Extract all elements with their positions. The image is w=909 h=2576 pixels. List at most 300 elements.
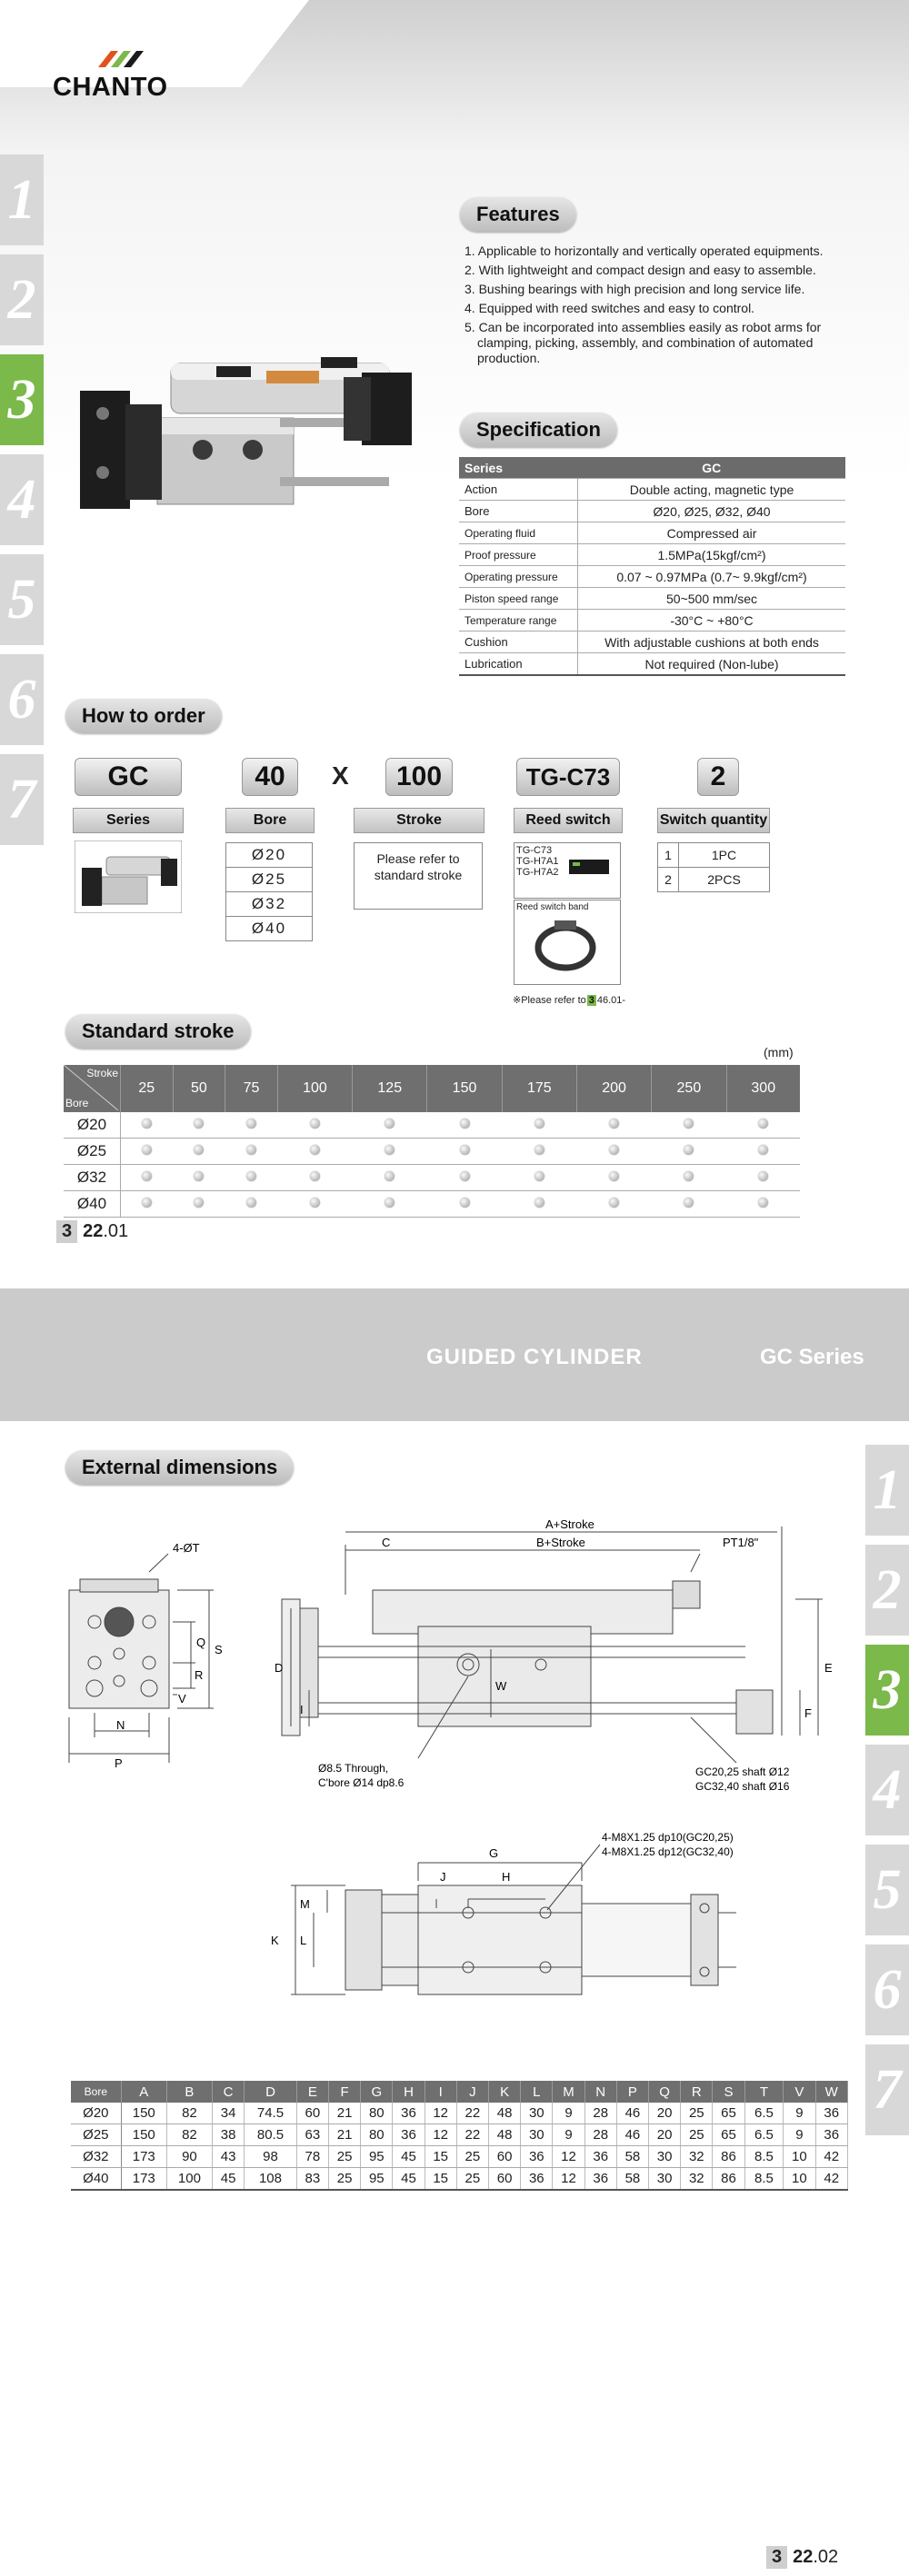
stroke-available-cell bbox=[277, 1191, 352, 1218]
spec-key: Action bbox=[459, 479, 578, 501]
stroke-available-cell bbox=[652, 1112, 726, 1139]
page-number-2 bbox=[766, 2546, 838, 2569]
qty-desc: 1PC bbox=[679, 843, 770, 868]
stroke-available-cell bbox=[353, 1112, 427, 1139]
stroke-available-cell bbox=[173, 1191, 225, 1218]
dim-value-cell: 42 bbox=[815, 2168, 848, 2191]
series-photo bbox=[75, 840, 182, 913]
stroke-available-cell bbox=[576, 1191, 651, 1218]
side-tab-label: 7 bbox=[873, 2058, 902, 2121]
dim-header-cell: I bbox=[425, 2081, 456, 2103]
label-p: P bbox=[115, 1756, 123, 1770]
stroke-available-cell bbox=[726, 1112, 800, 1139]
stroke-available-cell bbox=[576, 1165, 651, 1191]
side-tab-label: 5 bbox=[873, 1858, 902, 1921]
label-d: D bbox=[275, 1661, 284, 1675]
available-dot-icon bbox=[460, 1171, 470, 1181]
side-tab-7[interactable] bbox=[865, 2044, 909, 2135]
order-code-series bbox=[75, 758, 182, 796]
label-a: A+Stroke bbox=[545, 1517, 594, 1531]
side-tab-4[interactable] bbox=[865, 1745, 909, 1835]
order-code-qty bbox=[697, 758, 739, 796]
bore-option[interactable]: Ø20 bbox=[225, 843, 313, 868]
dim-value-cell: 6.5 bbox=[744, 2103, 784, 2124]
dim-header-cell: V bbox=[784, 2081, 815, 2103]
stroke-available-cell bbox=[121, 1165, 174, 1191]
label-m8-small: 4-M8X1.25 dp10(GC20,25) bbox=[602, 1831, 734, 1844]
available-dot-icon bbox=[684, 1145, 694, 1155]
stroke-col-header: 175 bbox=[502, 1065, 576, 1112]
dim-header-cell: H bbox=[393, 2081, 425, 2103]
dim-value-cell: 173 bbox=[121, 2146, 166, 2168]
label-g: G bbox=[489, 1846, 499, 1860]
stroke-bore-cell: Ø32 bbox=[64, 1165, 121, 1191]
stroke-row bbox=[64, 1112, 800, 1139]
available-dot-icon bbox=[684, 1198, 694, 1208]
side-tab-label: 1 bbox=[873, 1458, 902, 1521]
label-pt: PT1/8" bbox=[723, 1536, 759, 1549]
available-dot-icon bbox=[460, 1198, 470, 1208]
external-dimensions-heading bbox=[65, 1450, 294, 1485]
qty-code: 1 bbox=[658, 843, 679, 868]
switch-reference bbox=[513, 994, 625, 1006]
available-dot-icon bbox=[142, 1145, 152, 1155]
spec-key: Piston speed range bbox=[459, 588, 578, 610]
spec-row bbox=[459, 588, 845, 610]
side-tab-6[interactable] bbox=[0, 654, 44, 745]
stroke-col-header: 250 bbox=[652, 1065, 726, 1112]
spec-value: -30°C ~ +80°C bbox=[578, 610, 846, 632]
dim-value-cell: 30 bbox=[521, 2124, 553, 2146]
stroke-col-header: 25 bbox=[121, 1065, 174, 1112]
page-number-main: 22 bbox=[83, 1221, 104, 1241]
dim-value-cell: 36 bbox=[393, 2103, 425, 2124]
dim-value-cell: 20 bbox=[649, 2124, 681, 2146]
dim-value-cell: 36 bbox=[584, 2168, 616, 2191]
spec-row bbox=[459, 610, 845, 632]
dim-value-cell: 22 bbox=[456, 2103, 488, 2124]
dim-value-cell: 38 bbox=[212, 2124, 244, 2146]
dim-body bbox=[71, 2103, 848, 2190]
dim-header-cell: Q bbox=[649, 2081, 681, 2103]
label-e: E bbox=[824, 1661, 833, 1675]
corner-bore-label: Bore bbox=[65, 1097, 89, 1109]
dim-value-cell: 150 bbox=[121, 2103, 166, 2124]
stroke-available-cell bbox=[502, 1139, 576, 1165]
label-i: I bbox=[300, 1703, 304, 1716]
how-to-order-heading bbox=[65, 699, 222, 733]
chanto-logo-mark bbox=[91, 47, 149, 69]
dim-value-cell: 20 bbox=[649, 2103, 681, 2124]
side-tab-2[interactable] bbox=[0, 254, 44, 345]
available-dot-icon bbox=[385, 1145, 395, 1155]
available-dot-icon bbox=[758, 1119, 768, 1129]
switch-ref-prefix: ※Please refer to bbox=[513, 995, 586, 1006]
label-c: C bbox=[382, 1536, 391, 1549]
spec-row bbox=[459, 566, 845, 588]
dim-value-cell: 86 bbox=[713, 2168, 744, 2191]
dim-value-cell: 6.5 bbox=[744, 2124, 784, 2146]
switch-model: TG-H7A1 bbox=[516, 856, 559, 867]
dim-value-cell: 10 bbox=[784, 2146, 815, 2168]
bore-option-list bbox=[225, 842, 313, 941]
qty-code: 2 bbox=[658, 868, 679, 892]
spec-key: Temperature range bbox=[459, 610, 578, 632]
spec-header-gc: GC bbox=[578, 457, 846, 479]
order-label-reed-switch: Reed switch bbox=[514, 808, 623, 833]
label-m8-large: 4-M8X1.25 dp12(GC32,40) bbox=[602, 1845, 734, 1858]
stroke-available-cell bbox=[652, 1191, 726, 1218]
stroke-bore-cell: Ø20 bbox=[64, 1112, 121, 1139]
dim-value-cell: 83 bbox=[296, 2168, 328, 2191]
dim-value-cell: 48 bbox=[489, 2103, 521, 2124]
available-dot-icon bbox=[460, 1145, 470, 1155]
dim-header-cell: E bbox=[296, 2081, 328, 2103]
features-heading bbox=[460, 197, 576, 232]
side-tab-label: 6 bbox=[7, 668, 36, 731]
qty-row[interactable] bbox=[658, 843, 770, 868]
side-tab-1[interactable] bbox=[0, 154, 44, 245]
stroke-col-header: 150 bbox=[427, 1065, 502, 1112]
dim-value-cell: 60 bbox=[489, 2146, 521, 2168]
label-n: N bbox=[116, 1718, 125, 1732]
stroke-body bbox=[64, 1112, 800, 1218]
dim-value-cell: 28 bbox=[584, 2103, 616, 2124]
available-dot-icon bbox=[310, 1171, 320, 1181]
order-label-bore: Bore bbox=[225, 808, 315, 833]
stroke-available-cell bbox=[277, 1112, 352, 1139]
spec-key: Bore bbox=[459, 501, 578, 522]
switch-ref-box: 3 bbox=[588, 994, 594, 1006]
available-dot-icon bbox=[310, 1198, 320, 1208]
stroke-available-cell bbox=[353, 1139, 427, 1165]
label-h: H bbox=[502, 1870, 511, 1884]
dim-row bbox=[71, 2146, 848, 2168]
side-tab-3-active[interactable] bbox=[865, 1645, 909, 1736]
spec-key: Cushion bbox=[459, 632, 578, 653]
side-tab-label: 2 bbox=[7, 268, 36, 331]
feature-item: 5. Can be incorporated into assemblies easily as robot arms for clamping, picking, assembly, and combination of automated production. bbox=[464, 320, 822, 365]
available-dot-icon bbox=[310, 1119, 320, 1129]
dim-header-cell: F bbox=[328, 2081, 360, 2103]
dim-value-cell: 98 bbox=[245, 2146, 297, 2168]
dim-value-cell: 150 bbox=[121, 2124, 166, 2146]
side-tab-4[interactable] bbox=[0, 454, 44, 545]
dim-bore-cell: Ø40 bbox=[71, 2168, 121, 2191]
dim-value-cell: 34 bbox=[212, 2103, 244, 2124]
order-code-switch bbox=[516, 758, 620, 796]
label-m: M bbox=[300, 1897, 310, 1911]
dim-value-cell: 95 bbox=[361, 2168, 393, 2191]
bore-option[interactable]: Ø25 bbox=[225, 868, 313, 892]
stroke-available-cell bbox=[502, 1165, 576, 1191]
stroke-available-cell bbox=[427, 1191, 502, 1218]
spec-value: Not required (Non-lube) bbox=[578, 653, 846, 676]
dim-header-cell: A bbox=[121, 2081, 166, 2103]
label-cbore: C'bore Ø14 dp8.6 bbox=[318, 1776, 405, 1789]
dim-value-cell: 8.5 bbox=[744, 2168, 784, 2191]
spec-header-series: Series bbox=[459, 457, 578, 479]
stroke-available-cell bbox=[277, 1139, 352, 1165]
switch-qty-table bbox=[657, 842, 770, 892]
label-j: J bbox=[440, 1870, 446, 1884]
stroke-available-cell bbox=[121, 1191, 174, 1218]
order-code-text: 2 bbox=[710, 761, 726, 791]
stroke-available-cell bbox=[726, 1191, 800, 1218]
dim-value-cell: 9 bbox=[553, 2124, 584, 2146]
corner-stroke-label: Stroke bbox=[86, 1067, 118, 1079]
dim-header-cell: T bbox=[744, 2081, 784, 2103]
order-code-text: 40 bbox=[255, 761, 285, 791]
dim-value-cell: 25 bbox=[328, 2146, 360, 2168]
stroke-available-cell bbox=[121, 1139, 174, 1165]
label-t: 4-ØT bbox=[173, 1541, 200, 1555]
external-dimensions-title: External dimensions bbox=[82, 1456, 278, 1478]
standard-stroke-table bbox=[64, 1065, 800, 1218]
stroke-available-cell bbox=[353, 1191, 427, 1218]
dim-value-cell: 82 bbox=[166, 2124, 212, 2146]
stroke-available-cell bbox=[225, 1112, 278, 1139]
available-dot-icon bbox=[246, 1119, 256, 1129]
stroke-col-header: 300 bbox=[726, 1065, 800, 1112]
spec-header-row bbox=[459, 457, 845, 479]
stroke-available-cell bbox=[726, 1139, 800, 1165]
dim-value-cell: 12 bbox=[553, 2168, 584, 2191]
dim-row bbox=[71, 2168, 848, 2191]
dim-value-cell: 43 bbox=[212, 2146, 244, 2168]
dim-value-cell: 30 bbox=[649, 2168, 681, 2191]
stroke-available-cell bbox=[277, 1165, 352, 1191]
label-f: F bbox=[804, 1706, 812, 1720]
available-dot-icon bbox=[246, 1171, 256, 1181]
dim-value-cell: 60 bbox=[296, 2103, 328, 2124]
label-l: L bbox=[300, 1934, 307, 1947]
stroke-row bbox=[64, 1191, 800, 1218]
dim-header-cell: Bore bbox=[71, 2081, 121, 2103]
stroke-col-header: 200 bbox=[576, 1065, 651, 1112]
side-tab-6[interactable] bbox=[865, 1944, 909, 2035]
available-dot-icon bbox=[609, 1119, 619, 1129]
dim-bore-cell: Ø20 bbox=[71, 2103, 121, 2124]
dim-value-cell: 8.5 bbox=[744, 2146, 784, 2168]
side-tab-7[interactable] bbox=[0, 754, 44, 845]
dim-value-cell: 36 bbox=[584, 2146, 616, 2168]
dim-value-cell: 65 bbox=[713, 2103, 744, 2124]
dim-value-cell: 45 bbox=[393, 2146, 425, 2168]
side-tab-label: 6 bbox=[873, 1958, 902, 2021]
dim-bore-cell: Ø32 bbox=[71, 2146, 121, 2168]
label-w: W bbox=[495, 1679, 507, 1693]
dim-row bbox=[71, 2124, 848, 2146]
spec-row bbox=[459, 501, 845, 522]
dim-value-cell: 32 bbox=[681, 2146, 713, 2168]
spec-row bbox=[459, 479, 845, 501]
specification-title: Specification bbox=[476, 418, 601, 441]
stroke-row bbox=[64, 1139, 800, 1165]
spec-value: Ø20, Ø25, Ø32, Ø40 bbox=[578, 501, 846, 522]
order-label-stroke: Stroke bbox=[354, 808, 484, 833]
feature-item: 4. Equipped with reed switches and easy to control. bbox=[464, 301, 755, 315]
features-title: Features bbox=[476, 203, 560, 225]
label-v: V bbox=[178, 1692, 186, 1706]
side-tab-label: 4 bbox=[7, 468, 36, 531]
dim-value-cell: 90 bbox=[166, 2146, 212, 2168]
available-dot-icon bbox=[142, 1198, 152, 1208]
dim-value-cell: 25 bbox=[456, 2146, 488, 2168]
spec-row bbox=[459, 653, 845, 676]
spec-row bbox=[459, 632, 845, 653]
dim-header-cell: R bbox=[681, 2081, 713, 2103]
dim-value-cell: 65 bbox=[713, 2124, 744, 2146]
dim-value-cell: 12 bbox=[425, 2124, 456, 2146]
dim-value-cell: 74.5 bbox=[245, 2103, 297, 2124]
dim-value-cell: 22 bbox=[456, 2124, 488, 2146]
switch-model: TG-H7A2 bbox=[516, 867, 559, 878]
label-k: K bbox=[271, 1934, 279, 1947]
dim-value-cell: 82 bbox=[166, 2103, 212, 2124]
stroke-note: Please refer to standard stroke bbox=[354, 842, 483, 910]
bore-option[interactable]: Ø32 bbox=[225, 892, 313, 917]
dim-value-cell: 173 bbox=[121, 2168, 166, 2191]
page-number-sub: .02 bbox=[813, 2547, 839, 2567]
switch-model-box bbox=[514, 842, 621, 899]
page-number-main: 22 bbox=[793, 2547, 814, 2567]
dim-value-cell: 36 bbox=[815, 2124, 848, 2146]
spec-value: Double acting, magnetic type bbox=[578, 479, 846, 501]
stroke-available-cell bbox=[225, 1139, 278, 1165]
dim-header-cell: W bbox=[815, 2081, 848, 2103]
qty-row[interactable] bbox=[658, 868, 770, 892]
dim-value-cell: 36 bbox=[521, 2168, 553, 2191]
spec-row bbox=[459, 522, 845, 544]
dim-header-cell: P bbox=[616, 2081, 648, 2103]
stroke-available-cell bbox=[225, 1165, 278, 1191]
switch-band-box bbox=[514, 900, 621, 985]
side-tab-5[interactable] bbox=[865, 1845, 909, 1935]
dim-value-cell: 30 bbox=[521, 2103, 553, 2124]
dim-value-cell: 58 bbox=[616, 2168, 648, 2191]
stroke-bore-cell: Ø25 bbox=[64, 1139, 121, 1165]
dim-header-row bbox=[71, 2081, 848, 2103]
dim-value-cell: 45 bbox=[393, 2168, 425, 2191]
dim-value-cell: 46 bbox=[616, 2103, 648, 2124]
side-tab-label: 4 bbox=[873, 1758, 902, 1821]
dim-header-cell: N bbox=[584, 2081, 616, 2103]
available-dot-icon bbox=[460, 1119, 470, 1129]
dim-value-cell: 100 bbox=[166, 2168, 212, 2191]
stroke-available-cell bbox=[121, 1112, 174, 1139]
stroke-available-cell bbox=[173, 1139, 225, 1165]
front-view-drawing bbox=[55, 1536, 264, 1817]
standard-stroke-title: Standard stroke bbox=[82, 1019, 235, 1042]
dim-value-cell: 58 bbox=[616, 2146, 648, 2168]
dim-value-cell: 48 bbox=[489, 2124, 521, 2146]
page-section-box: 3 bbox=[56, 1220, 77, 1243]
stroke-available-cell bbox=[427, 1112, 502, 1139]
dim-header-cell: L bbox=[521, 2081, 553, 2103]
dim-value-cell: 80 bbox=[361, 2124, 393, 2146]
how-to-order-title: How to order bbox=[82, 704, 205, 727]
available-dot-icon bbox=[684, 1171, 694, 1181]
bore-option[interactable]: Ø40 bbox=[225, 917, 313, 941]
standard-stroke-heading bbox=[65, 1014, 251, 1049]
stroke-available-cell bbox=[353, 1165, 427, 1191]
dim-header-cell: J bbox=[456, 2081, 488, 2103]
dim-value-cell: 30 bbox=[649, 2146, 681, 2168]
stroke-available-cell bbox=[173, 1165, 225, 1191]
side-tab-label: 3 bbox=[873, 1658, 902, 1721]
side-view-drawing bbox=[273, 1508, 864, 1808]
side-tab-1[interactable] bbox=[865, 1445, 909, 1536]
side-tab-2[interactable] bbox=[865, 1545, 909, 1636]
reed-switch-icon bbox=[567, 852, 613, 880]
side-tab-5[interactable] bbox=[0, 554, 44, 645]
label-r: R bbox=[195, 1668, 204, 1682]
spec-value: With adjustable cushions at both ends bbox=[578, 632, 846, 653]
side-tab-label: 2 bbox=[873, 1558, 902, 1621]
page-number-1 bbox=[56, 1220, 128, 1243]
dim-value-cell: 32 bbox=[681, 2168, 713, 2191]
spec-value: 50~500 mm/sec bbox=[578, 588, 846, 610]
stroke-available-cell bbox=[576, 1139, 651, 1165]
available-dot-icon bbox=[142, 1119, 152, 1129]
dim-value-cell: 36 bbox=[815, 2103, 848, 2124]
brand-name: CHANTO bbox=[53, 73, 168, 102]
available-dot-icon bbox=[758, 1171, 768, 1181]
side-tab-3-active[interactable] bbox=[0, 354, 44, 445]
stroke-available-cell bbox=[502, 1191, 576, 1218]
available-dot-icon bbox=[609, 1171, 619, 1181]
dimension-table bbox=[71, 2081, 848, 2191]
stroke-row bbox=[64, 1165, 800, 1191]
available-dot-icon bbox=[534, 1198, 544, 1208]
side-tab-label: 5 bbox=[7, 568, 36, 631]
spec-key: Proof pressure bbox=[459, 544, 578, 566]
available-dot-icon bbox=[534, 1145, 544, 1155]
stroke-corner-cell bbox=[64, 1065, 121, 1112]
order-code-bore bbox=[242, 758, 298, 796]
stroke-available-cell bbox=[652, 1139, 726, 1165]
label-b: B+Stroke bbox=[536, 1536, 585, 1549]
available-dot-icon bbox=[142, 1171, 152, 1181]
stroke-header-row bbox=[64, 1065, 800, 1112]
spec-value: 1.5MPa(15kgf/cm²) bbox=[578, 544, 846, 566]
dim-value-cell: 60 bbox=[489, 2168, 521, 2191]
dim-value-cell: 28 bbox=[584, 2124, 616, 2146]
available-dot-icon bbox=[246, 1145, 256, 1155]
page-number-sub: .01 bbox=[103, 1221, 129, 1241]
switch-model: TG-C73 bbox=[516, 845, 553, 856]
stroke-available-cell bbox=[427, 1165, 502, 1191]
dim-value-cell: 25 bbox=[328, 2168, 360, 2191]
feature-item: 3. Bushing bearings with high precision and long service life. bbox=[464, 282, 805, 296]
switch-band-label: Reed switch band bbox=[516, 902, 589, 912]
stroke-col-header: 125 bbox=[353, 1065, 427, 1112]
label-s: S bbox=[215, 1643, 223, 1656]
spec-row bbox=[459, 544, 845, 566]
side-tab-label: 3 bbox=[7, 368, 36, 431]
spec-value: Compressed air bbox=[578, 522, 846, 544]
stroke-col-header: 50 bbox=[173, 1065, 225, 1112]
dim-value-cell: 25 bbox=[456, 2168, 488, 2191]
dim-value-cell: 46 bbox=[616, 2124, 648, 2146]
feature-item: 2. With lightweight and compact design and easy to assemble. bbox=[464, 263, 816, 277]
dim-value-cell: 21 bbox=[328, 2103, 360, 2124]
label-q: Q bbox=[196, 1636, 206, 1649]
order-code-text: TG-C73 bbox=[525, 762, 611, 791]
dim-value-cell: 45 bbox=[212, 2168, 244, 2191]
order-label-switch-quantity: Switch quantity bbox=[657, 808, 770, 833]
